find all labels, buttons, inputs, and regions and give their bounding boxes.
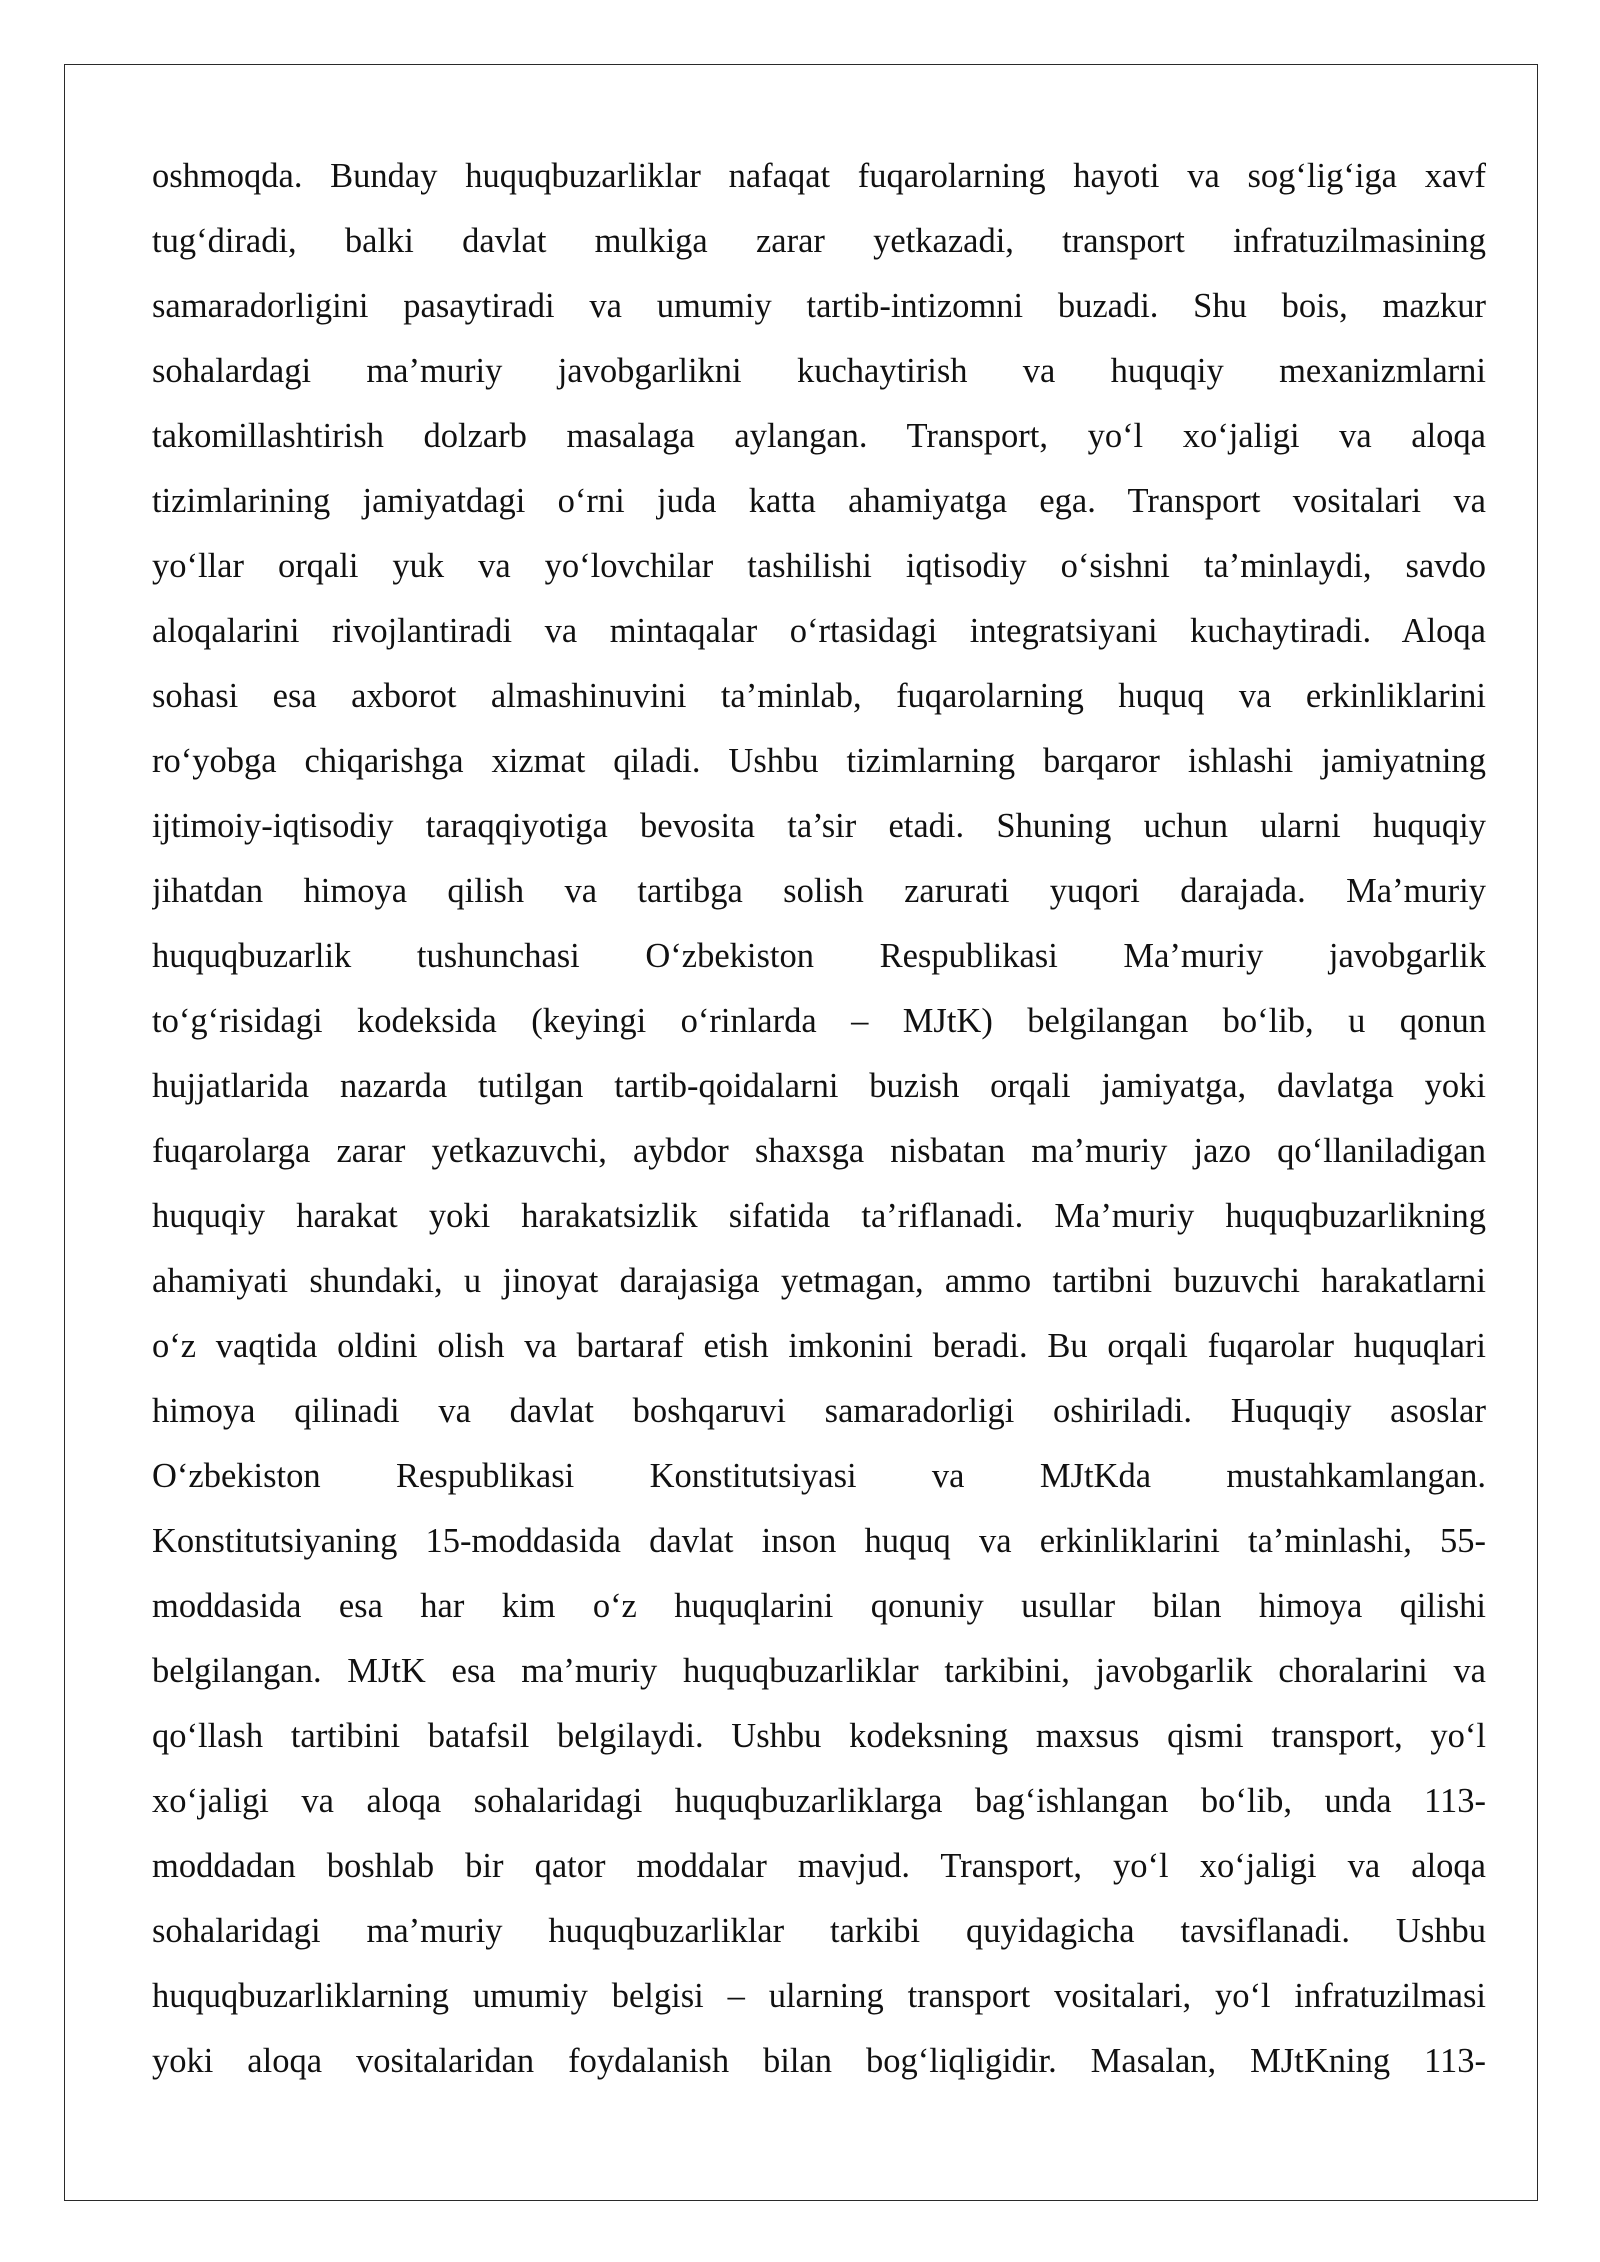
text-line: jihatdan himoya qilish va tartibga solish zarurati yuqori darajada. Ma’muriy <box>152 872 1486 910</box>
text-line: sohasi esa axborot almashinuvini ta’minlab, fuqarolarning huquq va erkinliklarini <box>152 677 1486 715</box>
text-line: aloqalarini rivojlantiradi va mintaqalar o‘rtasidagi integratsiyani kuchaytiradi. Aloqa <box>152 612 1486 650</box>
text-line: hujjatlarida nazarda tutilgan tartib-qoidalarni buzish orqali jamiyatga, davlatga yoki <box>152 1067 1486 1105</box>
text-line: xo‘jaligi va aloqa sohalaridagi huquqbuzarliklarga bag‘ishlangan bo‘lib, unda 113- <box>152 1782 1486 1820</box>
text-line: moddadan boshlab bir qator moddalar mavjud. Transport, yo‘l xo‘jaligi va aloqa <box>152 1847 1486 1885</box>
text-line: belgilangan. MJtK esa ma’muriy huquqbuzarliklar tarkibini, javobgarlik choralarini va <box>152 1652 1486 1690</box>
text-line: huquqbuzarlik tushunchasi O‘zbekiston Respublikasi Ma’muriy javobgarlik <box>152 937 1486 975</box>
text-line: sohalardagi ma’muriy javobgarlikni kuchaytirish va huquqiy mexanizmlarni <box>152 352 1486 390</box>
text-line: huquqiy harakat yoki harakatsizlik sifatida ta’riflanadi. Ma’muriy huquqbuzarlikning <box>152 1197 1486 1235</box>
text-line: O‘zbekiston Respublikasi Konstitutsiyasi va MJtKda mustahkamlangan. <box>152 1457 1486 1495</box>
text-line: sohalaridagi ma’muriy huquqbuzarliklar tarkibi quyidagicha tavsiflanadi. Ushbu <box>152 1912 1486 1950</box>
text-line: tug‘diradi, balki davlat mulkiga zarar yetkazadi, transport infratuzilmasining <box>152 222 1486 260</box>
text-line: oshmoqda. Bunday huquqbuzarliklar nafaqat fuqarolarning hayoti va sog‘lig‘iga xavf <box>152 157 1486 195</box>
body-text <box>152 148 1486 2098</box>
text-line: fuqarolarga zarar yetkazuvchi, aybdor shaxsga nisbatan ma’muriy jazo qo‘llaniladigan <box>152 1132 1486 1170</box>
text-line: huquqbuzarliklarning umumiy belgisi – ularning transport vositalari, yo‘l infratuzilmasi <box>152 1977 1486 2015</box>
text-line: samaradorligini pasaytiradi va umumiy tartib-intizomni buzadi. Shu bois, mazkur <box>152 287 1486 325</box>
text-line: himoya qilinadi va davlat boshqaruvi samaradorligi oshiriladi. Huquqiy asoslar <box>152 1392 1486 1430</box>
text-line: takomillashtirish dolzarb masalaga aylangan. Transport, yo‘l xo‘jaligi va aloqa <box>152 417 1486 455</box>
text-line: moddasida esa har kim o‘z huquqlarini qonuniy usullar bilan himoya qilishi <box>152 1587 1486 1625</box>
text-line: tizimlarining jamiyatdagi o‘rni juda katta ahamiyatga ega. Transport vositalari va <box>152 482 1486 520</box>
text-line: o‘z vaqtida oldini olish va bartaraf etish imkonini beradi. Bu orqali fuqarolar huquqlari <box>152 1327 1486 1365</box>
text-line: yo‘llar orqali yuk va yo‘lovchilar tashilishi iqtisodiy o‘sishni ta’minlaydi, savdo <box>152 547 1486 585</box>
text-line: Konstitutsiyaning 15-moddasida davlat inson huquq va erkinliklarini ta’minlashi, 55- <box>152 1522 1486 1560</box>
text-line: ijtimoiy-iqtisodiy taraqqiyotiga bevosita ta’sir etadi. Shuning uchun ularni huquqiy <box>152 807 1486 845</box>
text-line: qo‘llash tartibini batafsil belgilaydi. Ushbu kodeksning maxsus qismi transport, yo‘l <box>152 1717 1486 1755</box>
text-line: ahamiyati shundaki, u jinoyat darajasiga yetmagan, ammo tartibni buzuvchi harakatlarni <box>152 1262 1486 1300</box>
text-line: ro‘yobga chiqarishga xizmat qiladi. Ushbu tizimlarning barqaror ishlashi jamiyatning <box>152 742 1486 780</box>
text-line: yoki aloqa vositalaridan foydalanish bilan bog‘liqligidir. Masalan, MJtKning 113- <box>152 2042 1486 2080</box>
text-line: to‘g‘risidagi kodeksida (keyingi o‘rinlarda – MJtK) belgilangan bo‘lib, u qonun <box>152 1002 1486 1040</box>
